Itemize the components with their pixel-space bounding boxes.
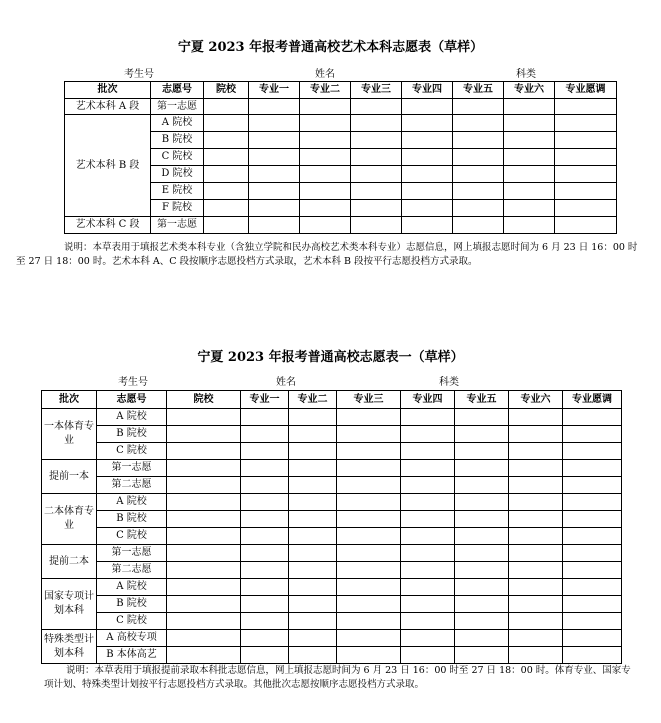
batch-label: 一本体育专业: [42, 409, 97, 460]
major-cell[interactable]: [351, 217, 402, 234]
major-cell[interactable]: [455, 545, 509, 562]
school-cell[interactable]: [167, 477, 241, 494]
choice-label: 第二志愿: [97, 562, 167, 579]
school-cell[interactable]: [204, 166, 249, 183]
adjust-cell[interactable]: [563, 460, 622, 477]
form2-table: [41, 390, 622, 664]
major-cell[interactable]: [455, 477, 509, 494]
choice-label: B 本体高艺: [97, 647, 167, 664]
major-cell[interactable]: [401, 409, 455, 426]
major-cell[interactable]: [289, 545, 337, 562]
school-cell[interactable]: [204, 99, 249, 115]
major-cell[interactable]: [289, 579, 337, 596]
major-cell[interactable]: [509, 426, 563, 443]
form1-note: 说明：本草表用于填报艺术类本科专业（含独立学院和民办高校艺术类本科专业）志愿信息，网上填报志愿时间为 6 月 23 日 16：00 时至 27 日 18：00 时。艺术本科 A、C 段按顺序志愿投档方式录取，艺术本科 B 段按平行志愿投档方式录取。: [16, 242, 638, 267]
major-cell[interactable]: [509, 545, 563, 562]
choice-label: A 院校: [151, 115, 204, 132]
header-major-2: 专业二: [300, 82, 351, 99]
major-cell[interactable]: [401, 494, 455, 511]
table-row: [65, 115, 617, 132]
header-school: 院校: [204, 82, 249, 99]
header-major-adjust: 专业愿调: [555, 82, 617, 99]
school-cell[interactable]: [204, 217, 249, 234]
adjust-cell[interactable]: [555, 99, 617, 115]
major-cell[interactable]: [241, 494, 289, 511]
header-batch: 批次: [42, 391, 97, 409]
major-cell[interactable]: [241, 443, 289, 460]
choice-label: D 院校: [151, 166, 204, 183]
major-cell[interactable]: [504, 166, 555, 183]
form2-subject-label: 科类: [439, 377, 459, 388]
header-major-4: 专业四: [402, 82, 453, 99]
choice-label: 第一志愿: [151, 99, 204, 115]
adjust-cell[interactable]: [555, 132, 617, 149]
major-cell[interactable]: [401, 647, 455, 664]
major-cell[interactable]: [402, 200, 453, 217]
table-row: [42, 460, 622, 477]
major-cell[interactable]: [300, 149, 351, 166]
header-major-1: 专业一: [249, 82, 300, 99]
table-row: [42, 613, 622, 630]
major-cell[interactable]: [249, 166, 300, 183]
major-cell[interactable]: [509, 528, 563, 545]
header-school: 院校: [167, 391, 241, 409]
adjust-cell[interactable]: [555, 217, 617, 234]
major-cell[interactable]: [337, 562, 401, 579]
major-cell[interactable]: [289, 460, 337, 477]
header-batch: 批次: [65, 82, 151, 99]
major-cell[interactable]: [289, 477, 337, 494]
choice-label: 第一志愿: [151, 217, 204, 234]
table-row: [42, 528, 622, 545]
major-cell[interactable]: [241, 579, 289, 596]
major-cell[interactable]: [337, 409, 401, 426]
major-cell[interactable]: [337, 596, 401, 613]
header-major-5: 专业五: [455, 391, 509, 409]
major-cell[interactable]: [289, 528, 337, 545]
major-cell[interactable]: [241, 460, 289, 477]
major-cell[interactable]: [504, 183, 555, 200]
major-cell[interactable]: [453, 217, 504, 234]
adjust-cell[interactable]: [563, 562, 622, 579]
choice-label: C 院校: [151, 149, 204, 166]
choice-label: C 院校: [97, 443, 167, 460]
header-major-2: 专业二: [289, 391, 337, 409]
major-cell[interactable]: [289, 443, 337, 460]
header-major-adjust: 专业愿调: [563, 391, 622, 409]
major-cell[interactable]: [241, 409, 289, 426]
batch-label: 艺术本科 B 段: [65, 115, 151, 217]
choice-label: A 高校专项: [97, 630, 167, 647]
school-cell[interactable]: [204, 183, 249, 200]
adjust-cell[interactable]: [555, 166, 617, 183]
header-choice-number: 志愿号: [97, 391, 167, 409]
major-cell[interactable]: [455, 528, 509, 545]
major-cell[interactable]: [300, 217, 351, 234]
table-row: [42, 426, 622, 443]
form1-candidate-number-label: 考生号: [124, 69, 154, 80]
table-row: [42, 494, 622, 511]
major-cell[interactable]: [289, 511, 337, 528]
major-cell[interactable]: [337, 477, 401, 494]
school-cell[interactable]: [167, 494, 241, 511]
choice-label: 第二志愿: [97, 477, 167, 494]
school-cell[interactable]: [167, 596, 241, 613]
major-cell[interactable]: [453, 132, 504, 149]
choice-label: F 院校: [151, 200, 204, 217]
adjust-cell[interactable]: [563, 494, 622, 511]
choice-label: E 院校: [151, 183, 204, 200]
major-cell[interactable]: [453, 99, 504, 115]
header-major-4: 专业四: [401, 391, 455, 409]
major-cell[interactable]: [351, 183, 402, 200]
major-cell[interactable]: [300, 183, 351, 200]
major-cell[interactable]: [455, 596, 509, 613]
major-cell[interactable]: [351, 200, 402, 217]
major-cell[interactable]: [289, 494, 337, 511]
adjust-cell[interactable]: [563, 579, 622, 596]
major-cell[interactable]: [455, 409, 509, 426]
major-cell[interactable]: [455, 443, 509, 460]
major-cell[interactable]: [241, 545, 289, 562]
major-cell[interactable]: [401, 630, 455, 647]
major-cell[interactable]: [337, 511, 401, 528]
major-cell[interactable]: [504, 217, 555, 234]
school-cell[interactable]: [167, 630, 241, 647]
major-cell[interactable]: [337, 494, 401, 511]
header-major-6: 专业六: [509, 391, 563, 409]
table-row: [42, 443, 622, 460]
choice-label: C 院校: [97, 528, 167, 545]
major-cell[interactable]: [455, 630, 509, 647]
table-row: [42, 630, 622, 647]
adjust-cell[interactable]: [563, 511, 622, 528]
major-cell[interactable]: [401, 528, 455, 545]
major-cell[interactable]: [249, 183, 300, 200]
table-row: [42, 579, 622, 596]
major-cell[interactable]: [401, 460, 455, 477]
major-cell[interactable]: [401, 613, 455, 630]
major-cell[interactable]: [337, 460, 401, 477]
adjust-cell[interactable]: [563, 613, 622, 630]
form1-name-label: 姓名: [315, 69, 335, 80]
table-row: [65, 99, 617, 115]
major-cell[interactable]: [504, 115, 555, 132]
major-cell[interactable]: [504, 132, 555, 149]
major-cell[interactable]: [289, 596, 337, 613]
choice-label: B 院校: [97, 511, 167, 528]
major-cell[interactable]: [453, 166, 504, 183]
major-cell[interactable]: [402, 115, 453, 132]
major-cell[interactable]: [401, 579, 455, 596]
major-cell[interactable]: [402, 149, 453, 166]
header-choice-number: 志愿号: [151, 82, 204, 99]
major-cell[interactable]: [351, 132, 402, 149]
batch-label: 特殊类型计划本科: [42, 630, 97, 664]
major-cell[interactable]: [300, 115, 351, 132]
adjust-cell[interactable]: [563, 545, 622, 562]
major-cell[interactable]: [241, 426, 289, 443]
header-major-1: 专业一: [241, 391, 289, 409]
school-cell[interactable]: [167, 528, 241, 545]
school-cell[interactable]: [167, 460, 241, 477]
major-cell[interactable]: [249, 217, 300, 234]
form2-note: 说明：本草表用于填报提前录取本科批志愿信息，网上填报志愿时间为 6 月 23 日 16：00 时至 27 日 18：00 时。体育专业、国家专项计划、特殊类型计划按平行志愿投档方式录取。其他批次志愿按顺序志愿投档方式录取。: [44, 665, 631, 690]
major-cell[interactable]: [455, 426, 509, 443]
school-cell[interactable]: [167, 409, 241, 426]
major-cell[interactable]: [241, 562, 289, 579]
school-cell[interactable]: [167, 579, 241, 596]
header-major-5: 专业五: [453, 82, 504, 99]
choice-label: A 院校: [97, 494, 167, 511]
choice-label: 第一志愿: [97, 460, 167, 477]
major-cell[interactable]: [455, 579, 509, 596]
adjust-cell[interactable]: [555, 200, 617, 217]
table-row: [42, 647, 622, 664]
major-cell[interactable]: [402, 132, 453, 149]
major-cell[interactable]: [509, 579, 563, 596]
table-row: [65, 217, 617, 234]
major-cell[interactable]: [249, 149, 300, 166]
major-cell[interactable]: [453, 115, 504, 132]
table-row: [42, 477, 622, 494]
choice-label: B 院校: [151, 132, 204, 149]
batch-label: 二本体育专业: [42, 494, 97, 545]
adjust-cell[interactable]: [555, 183, 617, 200]
form2-candidate-number-label: 考生号: [118, 377, 148, 388]
major-cell[interactable]: [337, 426, 401, 443]
form2-title: 宁夏 2023 年报考普通高校志愿表一（草样）: [197, 350, 464, 365]
form2-name-label: 姓名: [276, 377, 296, 388]
major-cell[interactable]: [401, 443, 455, 460]
major-cell[interactable]: [504, 99, 555, 115]
adjust-cell[interactable]: [563, 630, 622, 647]
school-cell[interactable]: [204, 115, 249, 132]
major-cell[interactable]: [402, 166, 453, 183]
batch-label: 提前二本: [42, 545, 97, 579]
adjust-cell[interactable]: [555, 149, 617, 166]
major-cell[interactable]: [300, 99, 351, 115]
major-cell[interactable]: [509, 613, 563, 630]
major-cell[interactable]: [401, 545, 455, 562]
form1-table: [64, 81, 617, 234]
major-cell[interactable]: [455, 647, 509, 664]
major-cell[interactable]: [455, 511, 509, 528]
major-cell[interactable]: [300, 132, 351, 149]
major-cell[interactable]: [241, 647, 289, 664]
major-cell[interactable]: [509, 511, 563, 528]
table-row: [42, 511, 622, 528]
table-row: [42, 562, 622, 579]
major-cell[interactable]: [455, 494, 509, 511]
major-cell[interactable]: [402, 99, 453, 115]
school-cell[interactable]: [204, 149, 249, 166]
major-cell[interactable]: [289, 562, 337, 579]
major-cell[interactable]: [509, 494, 563, 511]
choice-label: C 院校: [97, 613, 167, 630]
table-row: [42, 596, 622, 613]
major-cell[interactable]: [509, 409, 563, 426]
major-cell[interactable]: [509, 596, 563, 613]
major-cell[interactable]: [289, 630, 337, 647]
major-cell[interactable]: [401, 426, 455, 443]
major-cell[interactable]: [249, 99, 300, 115]
adjust-cell[interactable]: [563, 477, 622, 494]
major-cell[interactable]: [241, 613, 289, 630]
form1-header-row: [65, 82, 617, 99]
form1-title: 宁夏 2023 年报考普通高校艺术本科志愿表（草样）: [177, 40, 484, 55]
major-cell[interactable]: [337, 647, 401, 664]
form1-subject-label: 科类: [516, 69, 536, 80]
major-cell[interactable]: [289, 426, 337, 443]
major-cell[interactable]: [509, 460, 563, 477]
choice-label: A 院校: [97, 409, 167, 426]
choice-label: B 院校: [97, 596, 167, 613]
batch-label: 艺术本科 A 段: [65, 99, 151, 115]
header-major-3: 专业三: [337, 391, 401, 409]
major-cell[interactable]: [300, 200, 351, 217]
major-cell[interactable]: [509, 630, 563, 647]
major-cell[interactable]: [337, 579, 401, 596]
major-cell[interactable]: [249, 115, 300, 132]
adjust-cell[interactable]: [563, 409, 622, 426]
choice-label: A 院校: [97, 579, 167, 596]
school-cell[interactable]: [167, 443, 241, 460]
adjust-cell[interactable]: [555, 115, 617, 132]
major-cell[interactable]: [289, 647, 337, 664]
major-cell[interactable]: [401, 511, 455, 528]
major-cell[interactable]: [289, 613, 337, 630]
adjust-cell[interactable]: [563, 596, 622, 613]
major-cell[interactable]: [289, 409, 337, 426]
major-cell[interactable]: [509, 477, 563, 494]
major-cell[interactable]: [241, 528, 289, 545]
adjust-cell[interactable]: [563, 647, 622, 664]
school-cell[interactable]: [167, 426, 241, 443]
choice-label: 第一志愿: [97, 545, 167, 562]
major-cell[interactable]: [351, 149, 402, 166]
major-cell[interactable]: [401, 562, 455, 579]
major-cell[interactable]: [337, 443, 401, 460]
major-cell[interactable]: [401, 477, 455, 494]
school-cell[interactable]: [167, 511, 241, 528]
form2-header-row: [42, 391, 622, 409]
major-cell[interactable]: [300, 166, 351, 183]
header-major-6: 专业六: [504, 82, 555, 99]
major-cell[interactable]: [402, 217, 453, 234]
major-cell[interactable]: [504, 200, 555, 217]
major-cell[interactable]: [455, 460, 509, 477]
school-cell[interactable]: [167, 647, 241, 664]
major-cell[interactable]: [455, 613, 509, 630]
major-cell[interactable]: [453, 200, 504, 217]
adjust-cell[interactable]: [563, 443, 622, 460]
major-cell[interactable]: [337, 528, 401, 545]
major-cell[interactable]: [337, 613, 401, 630]
adjust-cell[interactable]: [563, 528, 622, 545]
major-cell[interactable]: [241, 511, 289, 528]
header-major-3: 专业三: [351, 82, 402, 99]
major-cell[interactable]: [241, 630, 289, 647]
major-cell[interactable]: [337, 545, 401, 562]
table-row: [42, 545, 622, 562]
school-cell[interactable]: [167, 562, 241, 579]
major-cell[interactable]: [241, 596, 289, 613]
major-cell[interactable]: [401, 596, 455, 613]
major-cell[interactable]: [509, 647, 563, 664]
major-cell[interactable]: [337, 630, 401, 647]
major-cell[interactable]: [509, 443, 563, 460]
major-cell[interactable]: [351, 115, 402, 132]
major-cell[interactable]: [351, 99, 402, 115]
batch-label: 艺术本科 C 段: [65, 217, 151, 234]
major-cell[interactable]: [453, 149, 504, 166]
batch-label: 提前一本: [42, 460, 97, 494]
school-cell[interactable]: [204, 200, 249, 217]
major-cell[interactable]: [402, 183, 453, 200]
school-cell[interactable]: [204, 132, 249, 149]
major-cell[interactable]: [455, 562, 509, 579]
major-cell[interactable]: [504, 149, 555, 166]
major-cell[interactable]: [249, 132, 300, 149]
major-cell[interactable]: [351, 166, 402, 183]
major-cell[interactable]: [509, 562, 563, 579]
major-cell[interactable]: [241, 477, 289, 494]
table-row: [42, 409, 622, 426]
choice-label: B 院校: [97, 426, 167, 443]
school-cell[interactable]: [167, 545, 241, 562]
batch-label: 国家专项计划本科: [42, 579, 97, 630]
adjust-cell[interactable]: [563, 426, 622, 443]
major-cell[interactable]: [249, 200, 300, 217]
school-cell[interactable]: [167, 613, 241, 630]
major-cell[interactable]: [453, 183, 504, 200]
